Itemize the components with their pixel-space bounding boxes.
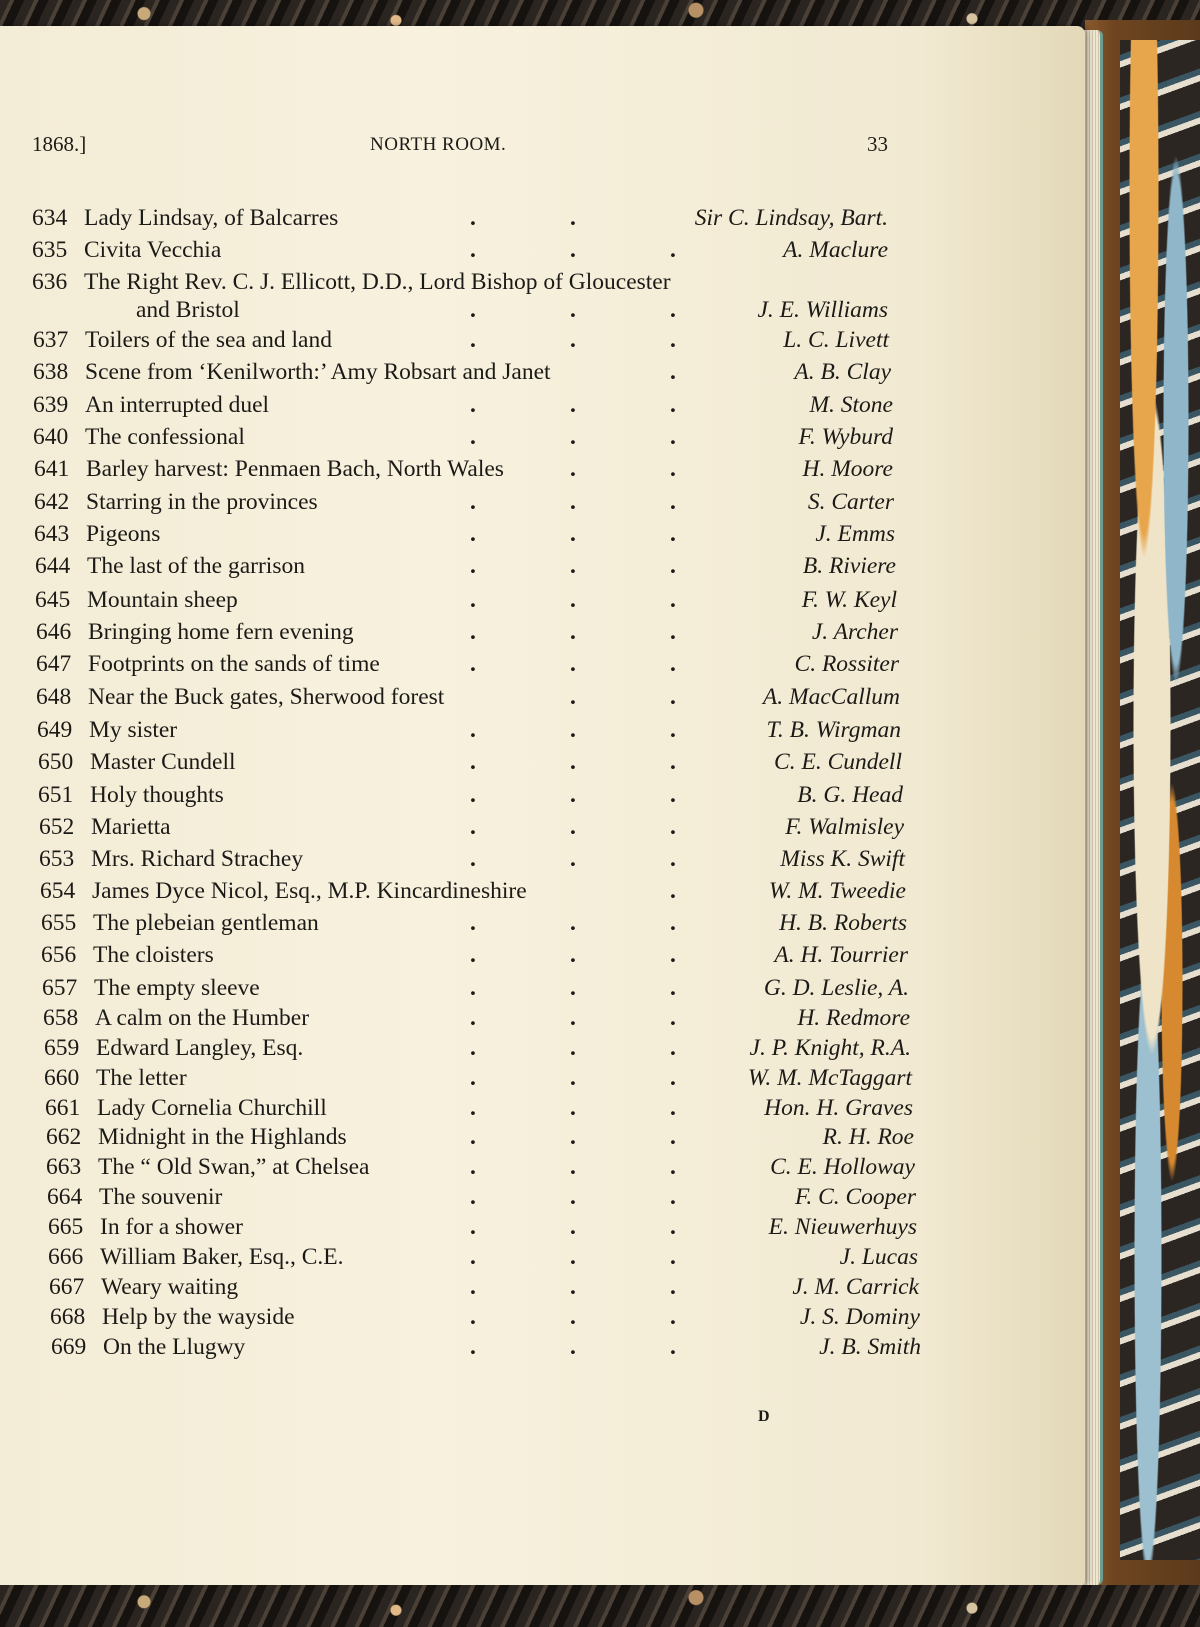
leader-dot: . bbox=[470, 1244, 476, 1270]
leader-dot: . bbox=[670, 1035, 676, 1061]
leader-dot: . bbox=[570, 1124, 576, 1150]
catalogue-entry bbox=[44, 1062, 912, 1094]
entry-number: 660 bbox=[44, 1065, 80, 1091]
leader-dot: . bbox=[470, 1005, 476, 1031]
entry-number: 661 bbox=[45, 1095, 81, 1121]
leader-dot: . bbox=[670, 489, 676, 515]
entry-title: The confessional bbox=[85, 424, 245, 450]
entry-artist: F. Walmisley bbox=[785, 814, 904, 840]
entry-number: 652 bbox=[39, 814, 75, 840]
entry-artist: Hon. H. Graves bbox=[764, 1095, 913, 1121]
catalogue-entry bbox=[34, 518, 895, 550]
entry-artist: R. H. Roe bbox=[822, 1124, 914, 1150]
header-room: NORTH ROOM. bbox=[370, 134, 507, 155]
leader-dot: . bbox=[470, 1184, 476, 1210]
entry-title: Bringing home fern evening bbox=[88, 619, 354, 645]
entry-title: The “ Old Swan,” at Chelsea bbox=[98, 1154, 370, 1180]
leader-dot: . bbox=[470, 1304, 476, 1330]
entry-artist: Miss K. Swift bbox=[780, 846, 905, 872]
leader-dot: . bbox=[470, 1124, 476, 1150]
leader-dot: . bbox=[570, 782, 576, 808]
catalogue-entry bbox=[32, 202, 888, 234]
leader-dot: . bbox=[670, 553, 676, 579]
leader-dot: . bbox=[470, 424, 476, 450]
entry-number: 638 bbox=[33, 359, 69, 385]
entry-artist: Sir C. Lindsay, Bart. bbox=[694, 205, 888, 231]
entry-artist: E. Nieuwerhuys bbox=[768, 1214, 917, 1240]
leader-dot: . bbox=[570, 1035, 576, 1061]
leader-dot: . bbox=[670, 1124, 676, 1150]
leader-dot: . bbox=[570, 684, 576, 710]
catalogue-entry bbox=[41, 939, 908, 971]
entry-title: In for a shower bbox=[100, 1214, 243, 1240]
leader-dot: . bbox=[670, 878, 676, 904]
catalogue-entry bbox=[51, 1331, 921, 1363]
leader-dot: . bbox=[470, 1154, 476, 1180]
leader-dot: . bbox=[470, 846, 476, 872]
entry-artist: A. B. Clay bbox=[794, 359, 891, 385]
leader-dot: . bbox=[470, 521, 476, 547]
entry-number: 645 bbox=[35, 587, 71, 613]
catalogue-entry bbox=[34, 486, 894, 518]
entry-number: 634 bbox=[32, 205, 68, 231]
entry-artist: A. Maclure bbox=[783, 237, 888, 263]
catalogue-entry bbox=[39, 811, 904, 843]
entry-number: 666 bbox=[48, 1244, 84, 1270]
entry-number: 649 bbox=[37, 717, 73, 743]
leader-dot: . bbox=[570, 619, 576, 645]
leader-dot: . bbox=[470, 1334, 476, 1360]
leader-dot: . bbox=[670, 1065, 676, 1091]
leader-dot: . bbox=[670, 521, 676, 547]
catalogue-entry bbox=[33, 324, 889, 356]
leader-dot: . bbox=[470, 717, 476, 743]
leader-dot: . bbox=[570, 237, 576, 263]
leader-dot: . bbox=[570, 1244, 576, 1270]
leader-dot: . bbox=[570, 749, 576, 775]
catalogue-entry bbox=[38, 779, 903, 811]
leader-dot: . bbox=[470, 392, 476, 418]
catalogue-entry bbox=[46, 1121, 914, 1153]
entry-number: 654 bbox=[40, 878, 76, 904]
leader-dot: . bbox=[670, 1005, 676, 1031]
catalogue-entry bbox=[48, 1241, 918, 1273]
leader-dot: . bbox=[470, 619, 476, 645]
entry-artist: F. Wyburd bbox=[798, 424, 893, 450]
entry-number: 646 bbox=[36, 619, 72, 645]
leader-dot: . bbox=[470, 814, 476, 840]
entry-title: The last of the garrison bbox=[87, 553, 305, 579]
leader-dot: . bbox=[570, 456, 576, 482]
leader-dot: . bbox=[670, 1095, 676, 1121]
marbled-edge bbox=[1120, 40, 1200, 1560]
catalogue-entry bbox=[33, 389, 893, 421]
entry-artist: T. B. Wirgman bbox=[766, 717, 901, 743]
leader-dot: . bbox=[570, 1154, 576, 1180]
leader-dot: . bbox=[470, 910, 476, 936]
catalogue-entry bbox=[36, 681, 900, 713]
leader-dot: . bbox=[670, 1274, 676, 1300]
catalogue-entry bbox=[34, 453, 893, 485]
entry-title: William Baker, Esq., C.E. bbox=[100, 1244, 344, 1270]
entry-title: Near the Buck gates, Sherwood forest bbox=[88, 684, 445, 710]
page-number: 33 bbox=[867, 132, 888, 156]
leader-dot: . bbox=[570, 717, 576, 743]
entry-number: 663 bbox=[46, 1154, 82, 1180]
entry-number: 647 bbox=[36, 651, 72, 677]
entry-number: 639 bbox=[33, 392, 69, 418]
catalogue-entry bbox=[50, 1301, 920, 1333]
catalogue-entry bbox=[37, 714, 901, 746]
leader-dot: . bbox=[470, 237, 476, 263]
leader-dot: . bbox=[670, 587, 676, 613]
entry-title-continuation: and Bristol bbox=[136, 297, 240, 323]
leader-dot: . bbox=[570, 205, 576, 231]
entry-title: Toilers of the sea and land bbox=[85, 327, 332, 353]
leader-dot: . bbox=[670, 237, 676, 263]
catalogue-entry bbox=[44, 1032, 911, 1064]
entry-artist: J. M. Carrick bbox=[792, 1274, 919, 1300]
entry-artist: B. G. Head bbox=[797, 782, 903, 808]
entry-artist: M. Stone bbox=[809, 392, 893, 418]
entry-artist: J. E. Williams bbox=[757, 297, 888, 323]
entry-artist: J. Lucas bbox=[839, 1244, 918, 1270]
entry-title: An interrupted duel bbox=[85, 392, 270, 418]
leader-dot: . bbox=[670, 1334, 676, 1360]
entry-title: The plebeian gentleman bbox=[93, 910, 319, 936]
entry-artist: W. M. McTaggart bbox=[747, 1065, 912, 1091]
entry-number: 659 bbox=[44, 1035, 80, 1061]
leader-dot: . bbox=[470, 651, 476, 677]
entry-number: 658 bbox=[43, 1005, 79, 1031]
leader-dot: . bbox=[570, 846, 576, 872]
entry-artist: G. D. Leslie, A. bbox=[763, 975, 909, 1001]
leader-dot: . bbox=[570, 327, 576, 353]
leader-dot: . bbox=[670, 1154, 676, 1180]
leader-dot: . bbox=[670, 782, 676, 808]
entry-number: 653 bbox=[39, 846, 75, 872]
leader-dot: . bbox=[670, 392, 676, 418]
entry-number: 657 bbox=[42, 975, 78, 1001]
entry-title: Lady Cornelia Churchill bbox=[97, 1095, 327, 1121]
entry-artist: J. Archer bbox=[811, 619, 898, 645]
entry-number: 665 bbox=[48, 1214, 84, 1240]
catalogue-page bbox=[0, 26, 1085, 1588]
leader-dot: . bbox=[570, 814, 576, 840]
entry-number: 655 bbox=[41, 910, 77, 936]
leader-dot: . bbox=[570, 1334, 576, 1360]
leader-dot: . bbox=[470, 553, 476, 579]
leader-dot: . bbox=[670, 424, 676, 450]
entry-number: 669 bbox=[51, 1334, 87, 1360]
leader-dot: . bbox=[570, 1095, 576, 1121]
entry-artist: F. C. Cooper bbox=[795, 1184, 916, 1210]
entry-title: Scene from ‘Kenilworth:’ Amy Robsart and Janet bbox=[85, 359, 551, 385]
catalogue-entry bbox=[48, 1211, 917, 1243]
entry-artist: B. Riviere bbox=[802, 553, 896, 579]
leader-dot: . bbox=[670, 717, 676, 743]
leader-dot: . bbox=[470, 205, 476, 231]
leader-dot: . bbox=[470, 1274, 476, 1300]
catalogue-entry bbox=[45, 1092, 913, 1124]
entry-title: Starring in the provinces bbox=[86, 489, 318, 515]
leader-dot: . bbox=[470, 1065, 476, 1091]
entry-number: 636 bbox=[32, 269, 68, 295]
catalogue-entry bbox=[36, 616, 898, 648]
entry-number: 662 bbox=[46, 1124, 82, 1150]
entry-title: Mountain sheep bbox=[87, 587, 238, 613]
entry-number: 643 bbox=[34, 521, 70, 547]
leader-dot: . bbox=[470, 297, 476, 323]
entry-artist: H. B. Roberts bbox=[779, 910, 907, 936]
leader-dot: . bbox=[470, 327, 476, 353]
leader-dot: . bbox=[670, 651, 676, 677]
entry-number: 640 bbox=[33, 424, 69, 450]
leader-dot: . bbox=[670, 456, 676, 482]
entry-artist: J. P. Knight, R.A. bbox=[749, 1035, 911, 1061]
entry-artist: C. E. Cundell bbox=[774, 749, 902, 775]
entry-artist: J. S. Dominy bbox=[799, 1304, 920, 1330]
leader-dot: . bbox=[570, 297, 576, 323]
entry-artist: H. Moore bbox=[802, 456, 893, 482]
entry-artist: H. Redmore bbox=[797, 1005, 910, 1031]
catalogue-entry bbox=[38, 746, 902, 778]
leader-dot: . bbox=[570, 392, 576, 418]
leader-dot: . bbox=[570, 651, 576, 677]
entry-number: 656 bbox=[41, 942, 77, 968]
leader-dot: . bbox=[570, 521, 576, 547]
entry-artist: C. E. Holloway bbox=[770, 1154, 915, 1180]
entry-number: 642 bbox=[34, 489, 70, 515]
entry-title: The letter bbox=[96, 1065, 187, 1091]
entry-artist: A. H. Tourrier bbox=[774, 942, 908, 968]
catalogue-entry bbox=[49, 1271, 919, 1303]
leader-dot: . bbox=[570, 1065, 576, 1091]
leader-dot: . bbox=[470, 1035, 476, 1061]
entry-number: 664 bbox=[47, 1184, 83, 1210]
entry-title: Midnight in the Highlands bbox=[98, 1124, 347, 1150]
leader-dot: . bbox=[570, 553, 576, 579]
catalogue-entry bbox=[42, 972, 909, 1004]
leader-dot: . bbox=[670, 846, 676, 872]
entry-title: On the Llugwy bbox=[103, 1334, 246, 1360]
entry-title: Barley harvest: Penmaen Bach, North Wales bbox=[86, 456, 504, 482]
catalogue-entry bbox=[33, 421, 893, 453]
entry-title: Mrs. Richard Strachey bbox=[91, 846, 304, 872]
entry-title: The souvenir bbox=[99, 1184, 223, 1210]
leader-dot: . bbox=[670, 1244, 676, 1270]
entry-title: Holy thoughts bbox=[90, 782, 224, 808]
leader-dot: . bbox=[570, 489, 576, 515]
entry-number: 668 bbox=[50, 1304, 86, 1330]
catalogue-entry bbox=[47, 1181, 916, 1213]
entry-title: A calm on the Humber bbox=[95, 1005, 310, 1031]
leader-dot: . bbox=[570, 587, 576, 613]
marbled-endpaper-bottom bbox=[0, 1585, 1200, 1627]
leader-dot: . bbox=[470, 1095, 476, 1121]
leader-dot: . bbox=[470, 942, 476, 968]
leader-dot: . bbox=[470, 782, 476, 808]
entry-artist: C. Rossiter bbox=[794, 651, 899, 677]
entry-number: 644 bbox=[35, 553, 71, 579]
leader-dot: . bbox=[570, 1274, 576, 1300]
entry-artist: L. C. Livett bbox=[783, 327, 889, 353]
leader-dot: . bbox=[470, 587, 476, 613]
entry-title: James Dyce Nicol, Esq., M.P. Kincardineshire bbox=[92, 878, 527, 904]
leader-dot: . bbox=[470, 1214, 476, 1240]
catalogue-entry bbox=[35, 550, 896, 582]
leader-dot: . bbox=[470, 975, 476, 1001]
leader-dot: . bbox=[670, 749, 676, 775]
leader-dot: . bbox=[470, 749, 476, 775]
entry-artist: J. B. Smith bbox=[819, 1334, 921, 1360]
leader-dot: . bbox=[670, 297, 676, 323]
entry-title: The empty sleeve bbox=[94, 975, 260, 1001]
entry-title: My sister bbox=[89, 717, 178, 743]
signature-mark: D bbox=[758, 1408, 770, 1425]
entry-title: The Right Rev. C. J. Ellicott, D.D., Lord Bishop of Gloucester bbox=[84, 269, 671, 295]
entry-title: Footprints on the sands of time bbox=[88, 651, 380, 677]
entry-number: 651 bbox=[38, 782, 74, 808]
entry-number: 635 bbox=[32, 237, 68, 263]
entry-number: 641 bbox=[34, 456, 70, 482]
entry-title: The cloisters bbox=[93, 942, 214, 968]
leader-dot: . bbox=[670, 1304, 676, 1330]
entry-title: Pigeons bbox=[86, 521, 161, 547]
entry-artist: A. MacCallum bbox=[762, 684, 900, 710]
catalogue-entry bbox=[40, 875, 906, 907]
catalogue-entry bbox=[36, 648, 899, 680]
entry-title: Lady Lindsay, of Balcarres bbox=[84, 205, 339, 231]
catalogue-entry bbox=[33, 356, 891, 388]
leader-dot: . bbox=[670, 359, 676, 385]
leader-dot: . bbox=[670, 1184, 676, 1210]
catalogue-entry bbox=[43, 1002, 910, 1034]
catalogue-entry bbox=[39, 843, 905, 875]
entry-artist: J. Emms bbox=[815, 521, 895, 547]
catalogue-entry bbox=[46, 1151, 915, 1183]
leader-dot: . bbox=[670, 942, 676, 968]
leader-dot: . bbox=[670, 814, 676, 840]
catalogue-entry bbox=[41, 907, 907, 939]
catalogue-entry bbox=[32, 266, 888, 323]
leader-dot: . bbox=[670, 684, 676, 710]
entry-artist: S. Carter bbox=[807, 489, 894, 515]
catalogue-entry bbox=[35, 584, 897, 616]
entry-title: Weary waiting bbox=[101, 1274, 239, 1300]
leader-dot: . bbox=[570, 1304, 576, 1330]
leader-dot: . bbox=[470, 489, 476, 515]
entry-title: Marietta bbox=[91, 814, 171, 840]
header-year: 1868.] bbox=[32, 132, 87, 156]
leader-dot: . bbox=[670, 327, 676, 353]
entry-artist: F. W. Keyl bbox=[801, 587, 897, 613]
leader-dot: . bbox=[670, 1214, 676, 1240]
entry-title: Master Cundell bbox=[90, 749, 236, 775]
entry-artist: W. M. Tweedie bbox=[768, 878, 906, 904]
catalogue-entry bbox=[32, 234, 888, 266]
leader-dot: . bbox=[670, 619, 676, 645]
entry-number: 667 bbox=[49, 1274, 85, 1300]
entry-title: Edward Langley, Esq. bbox=[96, 1035, 304, 1061]
entry-title: Help by the wayside bbox=[102, 1304, 295, 1330]
entry-number: 648 bbox=[36, 684, 72, 710]
leader-dot: . bbox=[570, 1214, 576, 1240]
entry-title: Civita Vecchia bbox=[84, 237, 222, 263]
leader-dot: . bbox=[570, 1184, 576, 1210]
leader-dot: . bbox=[670, 975, 676, 1001]
entry-number: 650 bbox=[38, 749, 74, 775]
leader-dot: . bbox=[570, 910, 576, 936]
leader-dot: . bbox=[570, 424, 576, 450]
leader-dot: . bbox=[670, 910, 676, 936]
leader-dot: . bbox=[570, 975, 576, 1001]
leader-dot: . bbox=[570, 942, 576, 968]
leader-dot: . bbox=[570, 1005, 576, 1031]
running-head bbox=[32, 132, 888, 172]
entry-number: 637 bbox=[33, 327, 69, 353]
